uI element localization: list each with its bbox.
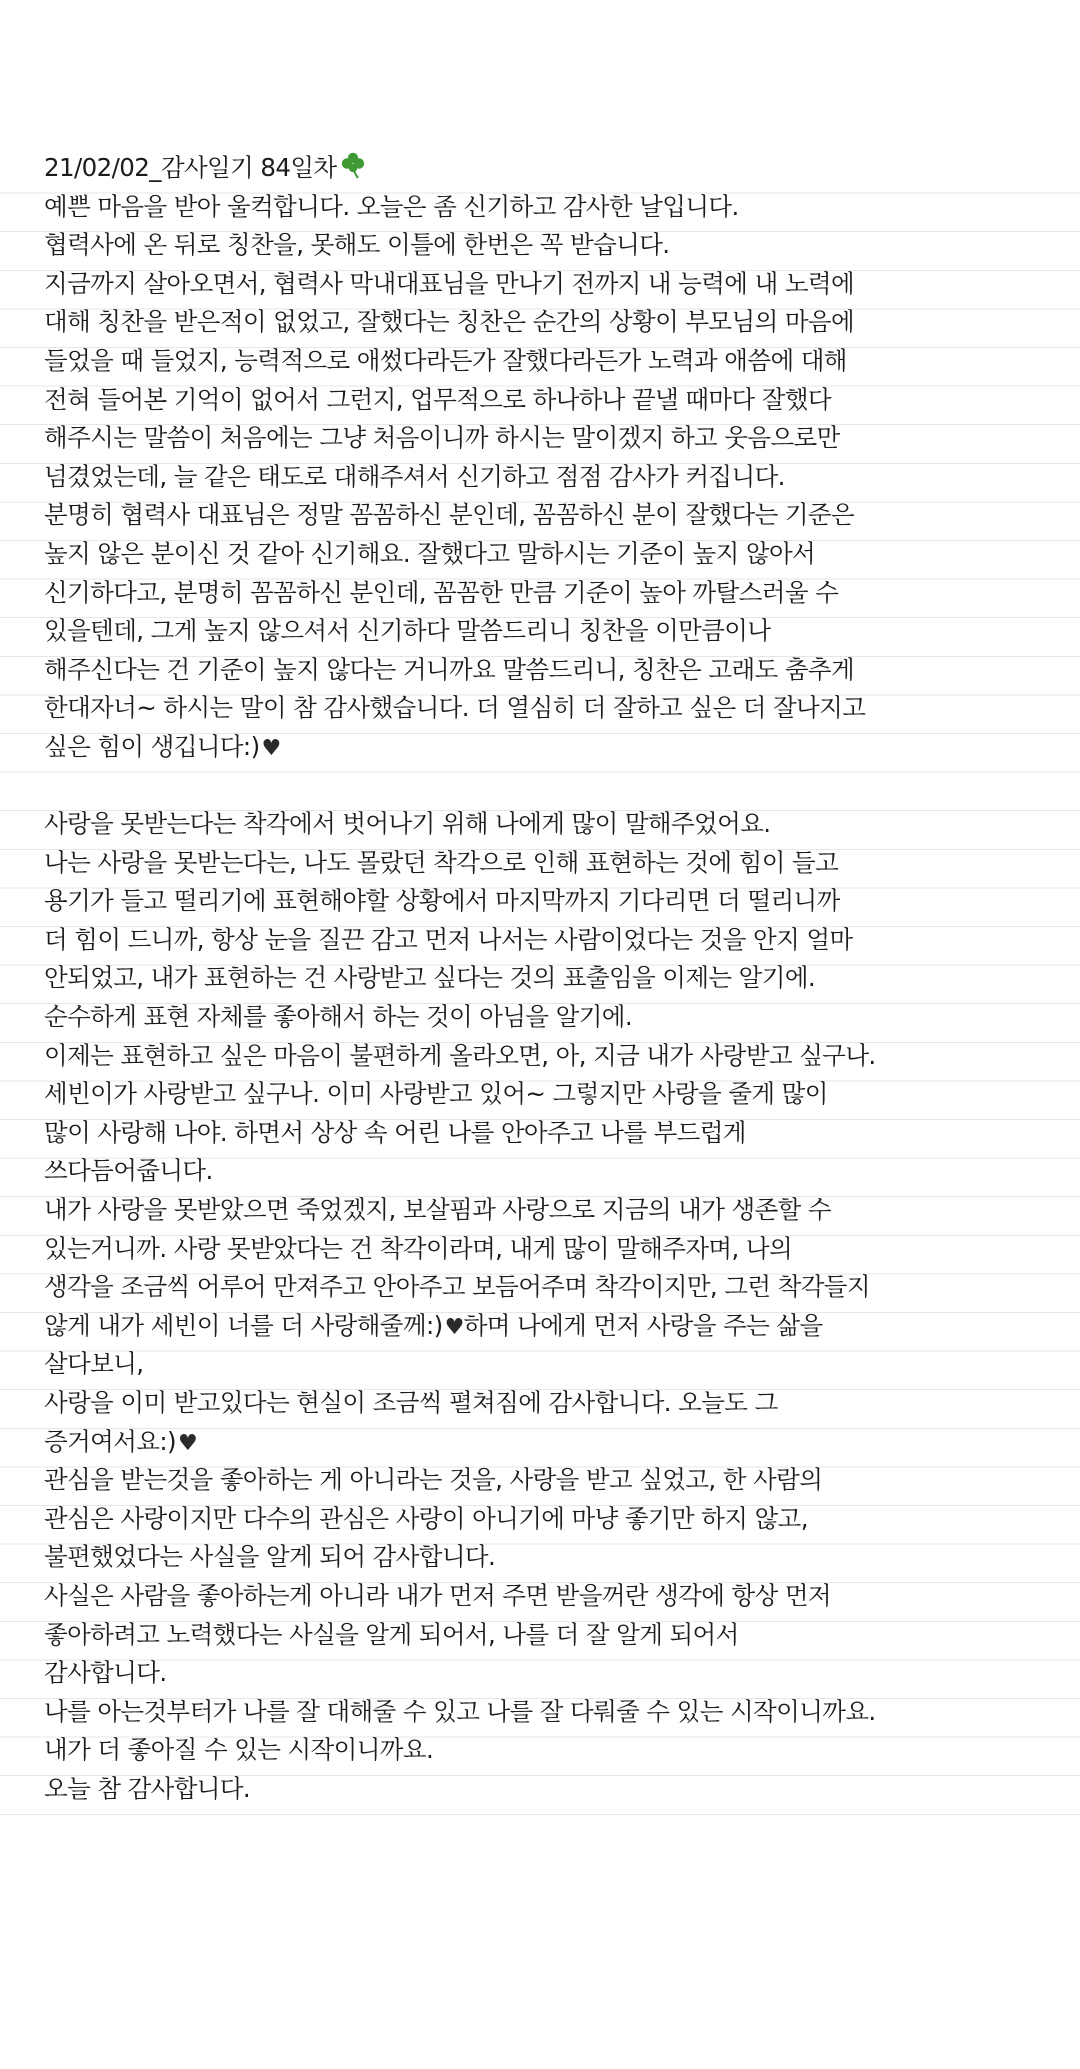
blank-line — [44, 767, 1044, 806]
entry-line: 신기하다고, 분명히 꼼꼼하신 분인데, 꼼꼼한 만큼 기준이 높아 까탈스러울 수 — [44, 577, 839, 607]
entry-line: 순수하게 표현 자체를 좋아해서 하는 것이 아님을 알기에. — [44, 1002, 633, 1032]
entry-line: 용기가 들고 떨리기에 표현해야할 상황에서 마지막까지 기다리면 더 떨리니까 — [44, 886, 840, 916]
entry-line-with-heart — [44, 1423, 1044, 1462]
entry-line: 관심은 사랑이지만 다수의 관심은 사랑이 아니기에 마냥 좋기만 하지 않고, — [44, 1503, 808, 1533]
entry-line-with-heart — [44, 1307, 1044, 1346]
entry-line: 한대자너~ 하시는 말이 참 감사했습니다. 더 열심히 더 잘하고 싶은 더 잘나지고 — [44, 693, 866, 723]
entry-line: 들었을 때 들었지, 능력적으로 애썼다라든가 잘했다라든가 노력과 애씀에 대해 — [44, 345, 847, 375]
diary-entry — [44, 149, 1044, 1809]
entry-line: 대해 칭찬을 받은적이 없었고, 잘했다는 칭찬은 순간의 상황이 부모님의 마음에 — [44, 307, 855, 337]
entry-line: 감사합니다. — [44, 1658, 167, 1688]
entry-line: 있는거니까. 사랑 못받았다는 건 착각이라며, 내게 많이 말해주자며, 나의 — [44, 1233, 793, 1263]
entry-line-text: 않게 내가 세빈이 너를 더 사랑해줄께:) — [44, 1310, 443, 1340]
entry-line: 해주신다는 건 기준이 높지 않다는 거니까요 말씀드리니, 칭찬은 고래도 춤추게 — [44, 654, 855, 684]
entry-line: 나는 사랑을 못받는다는, 나도 몰랐던 착각으로 인해 표현하는 것에 힘이 들고 — [44, 847, 839, 877]
entry-line: 관심을 받는것을 좋아하는 게 아니라는 것을, 사랑을 받고 싶었고, 한 사람의 — [44, 1465, 823, 1495]
entry-line: 쓰다듬어줍니다. — [44, 1156, 213, 1186]
heart-icon: ♥ — [261, 735, 281, 761]
entry-line: 사랑을 이미 받고있다는 현실이 조금씩 펼쳐짐에 감사합니다. 오늘도 그 — [44, 1388, 778, 1417]
entry-line: 예쁜 마음을 받아 울컥합니다. 오늘은 좀 신기하고 감사한 날입니다. — [44, 191, 739, 221]
entry-line: 안되었고, 내가 표현하는 건 사랑받고 싶다는 것의 표출임을 이제는 알기에. — [44, 963, 816, 993]
entry-line-tail: 하며 나에게 먼저 사랑을 주는 삶을 — [463, 1310, 823, 1340]
entry-line: 내가 사랑을 못받았으면 죽었겠지, 보살핌과 사랑으로 지금의 내가 생존할 수 — [44, 1195, 831, 1225]
entry-line-with-heart — [44, 728, 1044, 767]
entry-line: 높지 않은 분이신 것 같아 신기해요. 잘했다고 말하시는 기준이 높지 않아서 — [44, 538, 816, 568]
entry-line: 지금까지 살아오면서, 협력사 막내대표님을 만나기 전까지 내 능력에 내 노력에 — [44, 268, 855, 298]
entry-line-text: 싶은 힘이 생깁니다:) — [44, 731, 260, 761]
entry-title-text: 21/02/02_감사일기 84일차 — [44, 153, 337, 182]
entry-line: 분명히 협력사 대표님은 정말 꼼꼼하신 분인데, 꼼꼼하신 분이 잘했다는 기준은 — [44, 500, 855, 530]
entry-line: 살다보니, — [44, 1349, 144, 1379]
heart-icon: ♥ — [177, 1430, 198, 1456]
entry-line: 사실은 사람을 좋아하는게 아니라 내가 먼저 주면 받을꺼란 생각에 항상 먼저 — [44, 1580, 831, 1610]
entry-line: 나를 아는것부터가 나를 잘 대해줄 수 있고 나를 잘 다뤄줄 수 있는 시작이니까요. — [44, 1696, 876, 1726]
entry-line: 불편했었다는 사실을 알게 되어 감사합니다. — [44, 1542, 496, 1572]
entry-line: 세빈이가 사랑받고 싶구나. 이미 사랑받고 있어~ 그렇지만 사랑을 줄게 많이 — [44, 1079, 828, 1109]
entry-line: 생각을 조금씩 어루어 만져주고 안아주고 보듬어주며 착각이지만, 그런 착각들지 — [44, 1272, 870, 1302]
clover-icon — [338, 150, 368, 192]
entry-line: 해주시는 말씀이 처음에는 그냥 처음이니까 하시는 말이겠지 하고 웃음으로만 — [44, 423, 840, 453]
entry-line: 내가 더 좋아질 수 있는 시작이니까요. — [44, 1735, 434, 1765]
entry-line: 더 힘이 드니까, 항상 눈을 질끈 감고 먼저 나서는 사람이었다는 것을 안지 얼마 — [44, 924, 853, 954]
heart-icon: ♥ — [444, 1314, 464, 1340]
entry-line: 사랑을 못받는다는 착각에서 벗어나기 위해 나에게 많이 말해주었어요. — [44, 809, 771, 839]
entry-line: 좋아하려고 노력했다는 사실을 알게 되어서, 나를 더 잘 알게 되어서 — [44, 1619, 739, 1649]
entry-line: 전혀 들어본 기억이 없어서 그런지, 업무적으로 하나하나 끝낼 때마다 잘했다 — [44, 384, 831, 414]
entry-line: 이제는 표현하고 싶은 마음이 불편하게 올라오면, 아, 지금 내가 사랑받고 싶구나. — [44, 1040, 876, 1070]
entry-line: 있을텐데, 그게 높지 않으셔서 신기하다 말씀드리니 칭찬을 이만큼이나 — [44, 616, 771, 646]
entry-title — [44, 149, 1044, 188]
entry-line: 많이 사랑해 나야. 하면서 상상 속 어린 나를 안아주고 나를 부드럽게 — [44, 1117, 746, 1147]
entry-line: 협력사에 온 뒤로 칭찬을, 못해도 이틀에 한번은 꼭 받습니다. — [44, 230, 670, 260]
entry-line-text: 증거여서요:) — [44, 1426, 176, 1456]
entry-line: 넘겼었는데, 늘 같은 태도로 대해주셔서 신기하고 점점 감사가 커집니다. — [44, 461, 785, 491]
entry-line: 오늘 참 감사합니다. — [44, 1773, 251, 1803]
